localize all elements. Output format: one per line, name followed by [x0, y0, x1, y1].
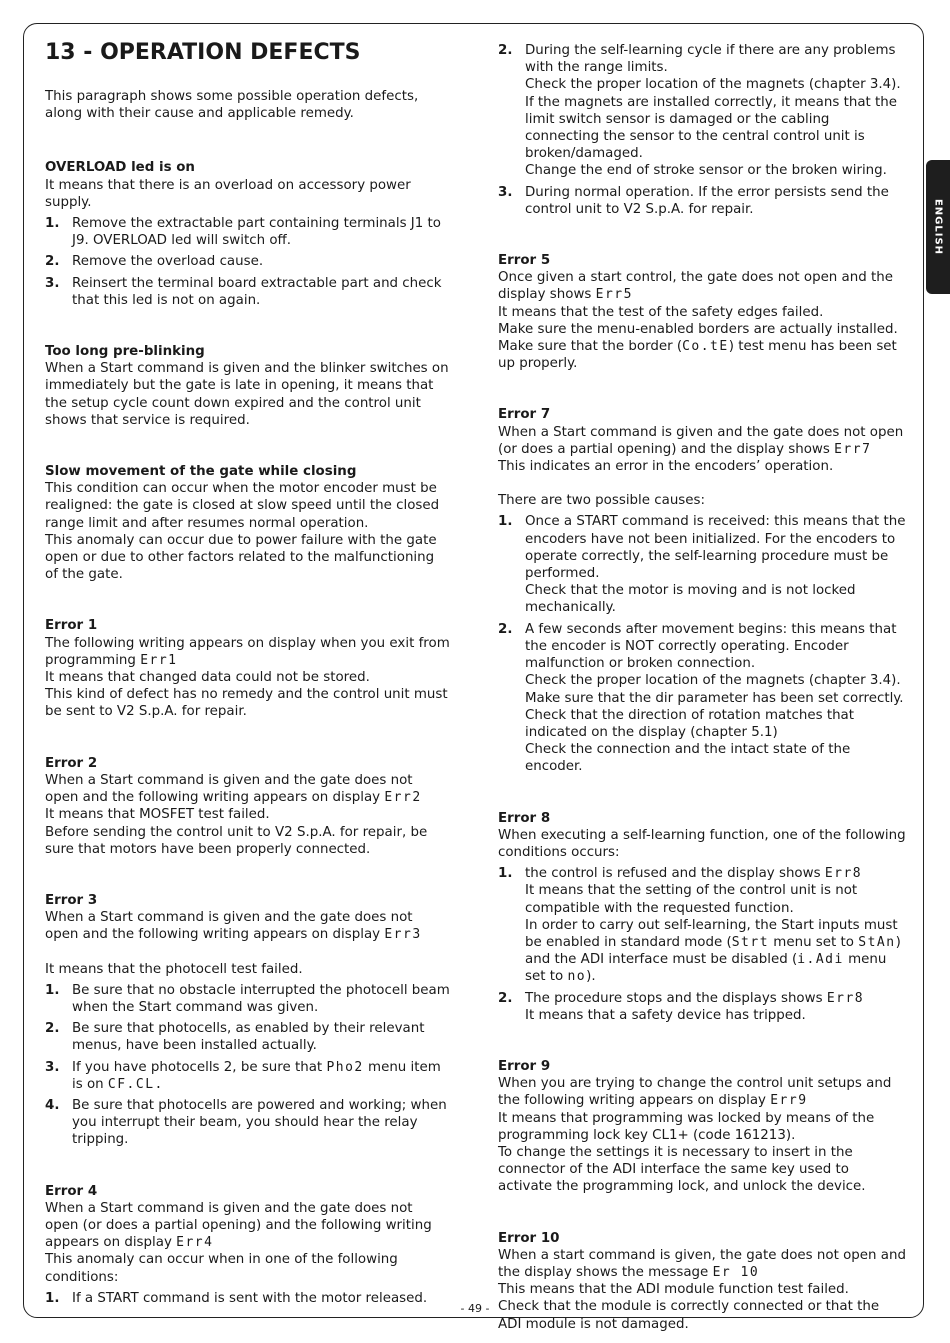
display-code: Err7 — [834, 441, 872, 457]
section-heading: Error 5 — [498, 253, 551, 269]
section-text: When a Start command is given and the gate does not open (or does a partial opening) and the following writing appears on display Err4 — [45, 1200, 432, 1251]
right-column — [498, 42, 906, 1333]
list-item: 1. Remove the extractable part containing terminals J1 to J9. OVERLOAD led will switch off. — [45, 216, 441, 249]
display-code: Er 10 — [712, 1264, 760, 1280]
section-heading: Error 8 — [498, 810, 551, 826]
list-item: 3. Reinsert the terminal board extractable part and check that this led is not on again. — [45, 275, 442, 308]
section-text: Before sending the control unit to V2 S.p.A. for repair, be sure that motors have been properly connected. — [45, 824, 428, 857]
section-error-9 — [498, 1058, 906, 1196]
list-item: 1. Be sure that no obstacle interrupted the photocell beam when the Start command was given. — [45, 982, 450, 1015]
section-error-1 — [45, 617, 450, 720]
section-text: This condition can occur when the motor encoder must be realigned: the gate is closed at slow speed until the closed range limit and after resumes normal operation. — [45, 481, 440, 531]
section-error-4-continued — [498, 42, 906, 218]
list-item: 2. The procedure stops and the displays shows Err8 It means that a safety device has tripped. — [498, 990, 865, 1023]
section-text: Make sure the menu-enabled borders are actually installed. — [498, 321, 898, 337]
display-code: Err5 — [595, 287, 633, 303]
section-text: When a Start command is given and the blinker switches on immediately but the gate is late in opening, it means that the setup cycle count down expired and the control unit shows that service is required. — [45, 361, 449, 428]
section-error-5 — [498, 252, 906, 372]
display-code: Err8 — [824, 866, 863, 882]
list-item: 2. Be sure that photocells, as enabled by their relevant menus, have been installed actually. — [45, 1021, 425, 1054]
section-heading: Error 1 — [45, 618, 98, 634]
section-text: This means that the ADI module function test failed. — [498, 1282, 849, 1298]
section-heading: OVERLOAD led is on — [45, 160, 195, 176]
section-heading: Slow movement of the gate while closing — [45, 464, 357, 480]
list-item: 2. A few seconds after movement begins: this means that the encoder is NOT correctly operating. Encoder malfunction or broken connection. Check the proper location of the magnets (chapter 3.4). Make sure that the dir parameter has been set correctly. Check that the direction of rotation matches that indicated on the display (chapter 5.1) Check the connection and the intact state of the encoder. — [498, 621, 904, 775]
list-item: 4. Be sure that photocells are powered and working; when you interrupt their beam, you should hear the relay tripping. — [45, 1097, 447, 1148]
section-text: This anomaly can occur when in one of the following conditions: — [45, 1252, 398, 1285]
section-text: It means that there is an overload on accessory power supply. — [45, 177, 411, 210]
section-error-8 — [498, 810, 906, 1024]
section-text: When executing a self-learning function, one of the following conditions occurs: — [498, 827, 906, 860]
section-text: This indicates an error in the encoders’ operation. — [498, 459, 834, 475]
section-text: It means that programming was locked by means of the programming lock key CL1+ (code 161213). — [498, 1110, 875, 1143]
display-code: Err4 — [176, 1235, 214, 1251]
display-code: Err2 — [384, 790, 422, 806]
display-code: no — [567, 969, 587, 985]
section-heading: Error 2 — [45, 755, 98, 771]
section-error-3 — [45, 892, 450, 1149]
section-text: Check that the module is correctly connected or that the ADI module is not damaged. — [498, 1299, 880, 1332]
page-title: 13 - OPERATION DEFECTS — [45, 40, 361, 65]
section-text: There are two possible causes: — [498, 493, 706, 509]
language-tab: ENGLISH — [926, 160, 950, 294]
display-code: StAn — [858, 934, 896, 950]
section-text: Once given a start control, the gate does not open and the display shows Err5 — [498, 270, 893, 303]
section-heading: Error 7 — [498, 407, 551, 423]
list-item: 2. Remove the overload cause. — [45, 254, 264, 270]
display-code: CF.CL. — [107, 1076, 164, 1092]
section-text: It means that the photocell test failed. — [45, 961, 303, 977]
display-code: Co.tE — [682, 339, 729, 355]
section-text: When a Start command is given and the gate does not open (or does a partial opening) and the display shows Err7 — [498, 424, 904, 457]
section-error-4 — [45, 1183, 450, 1307]
list-item: 1. If a START command is sent with the motor released. — [45, 1290, 428, 1306]
display-code: Err3 — [384, 927, 422, 943]
section-heading: Error 3 — [45, 892, 98, 908]
section-text: This kind of defect has no remedy and the control unit must be sent to V2 S.p.A. for repair. — [45, 687, 448, 720]
section-text: When a Start command is given and the gate does not open and the following writing appears on display Err3 — [45, 910, 422, 943]
display-code: Strt — [731, 934, 770, 950]
section-slow-movement — [45, 463, 450, 583]
display-code: Err8 — [826, 990, 865, 1006]
section-text: It means that changed data could not be stored. — [45, 670, 370, 686]
section-overload — [45, 159, 450, 309]
section-text: It means that the test of the safety edges failed. — [498, 304, 824, 320]
section-text: When a Start command is given and the gate does not open and the following writing appears on display Err2 — [45, 772, 422, 806]
section-heading: Too long pre-blinking — [45, 344, 205, 360]
list-item: 3. During normal operation. If the error persists send the control unit to V2 S.p.A. for repair. — [498, 184, 889, 217]
list-item: 1. Once a START command is received: this means that the encoders have not been initialized. For the encoders to operate correctly, the self-learning procedure must be performed. Check that the motor is moving and is not locked mechanically. — [498, 514, 906, 616]
display-code: Pho2 — [326, 1059, 364, 1075]
section-error-2 — [45, 755, 450, 858]
page-number: - 49 - — [460, 1302, 490, 1315]
section-text: This anomaly can occur due to power failure with the gate open or due to other factors related to the malfunctioning of the gate. — [45, 532, 437, 583]
section-text: When you are trying to change the control unit setups and the following writing appears on display Err9 — [498, 1076, 892, 1109]
section-text: When a start command is given, the gate does not open and the display shows the message Er 10 — [498, 1247, 906, 1280]
section-heading: Error 10 — [498, 1230, 560, 1246]
display-code: Err9 — [770, 1093, 808, 1109]
display-code: Err1 — [140, 652, 178, 668]
list-item: 1. the control is refused and the display shows Err8 It means that the setting of the control unit is not compatible with the requested function. In order to carry out self-learning, the Start inputs must be enabled in standard mode (Strt menu set to StAn) and the ADI interface must be disabled (i.Adi menu set to no). — [498, 866, 901, 985]
section-text: The following writing appears on display when you exit from programming Err1 — [45, 635, 450, 668]
list-item: 2. During the self-learning cycle if there are any problems with the range limits. Check the proper location of the magnets (chapter 3.4). If the magnets are installed correctly, it means that the limit switch sensor is damaged or the cabling connecting the sensor to the central control unit is broken/damaged. Change the end of stroke sensor or the broken wiring. — [498, 43, 901, 179]
section-error-7 — [498, 406, 906, 775]
intro-paragraph: This paragraph shows some possible operation defects, along with their cause and applicable remedy. — [45, 89, 419, 122]
section-error-10 — [498, 1230, 906, 1333]
display-code: i.Adi — [797, 952, 844, 968]
section-text: It means that MOSFET test failed. — [45, 807, 270, 823]
section-preblinking — [45, 343, 450, 429]
left-column — [45, 40, 450, 1307]
section-text: Make sure that the border (Co.tE) test menu has been set up properly. — [498, 339, 897, 372]
section-heading: Error 9 — [498, 1058, 551, 1074]
section-heading: Error 4 — [45, 1183, 98, 1199]
list-item: 3. If you have photocells 2, be sure that Pho2 menu item is on CF.CL. — [45, 1059, 441, 1092]
section-text: To change the settings it is necessary to insert in the connector of the ADI interface the same key used to activate the programming lock, and unlock the device. — [498, 1144, 866, 1195]
